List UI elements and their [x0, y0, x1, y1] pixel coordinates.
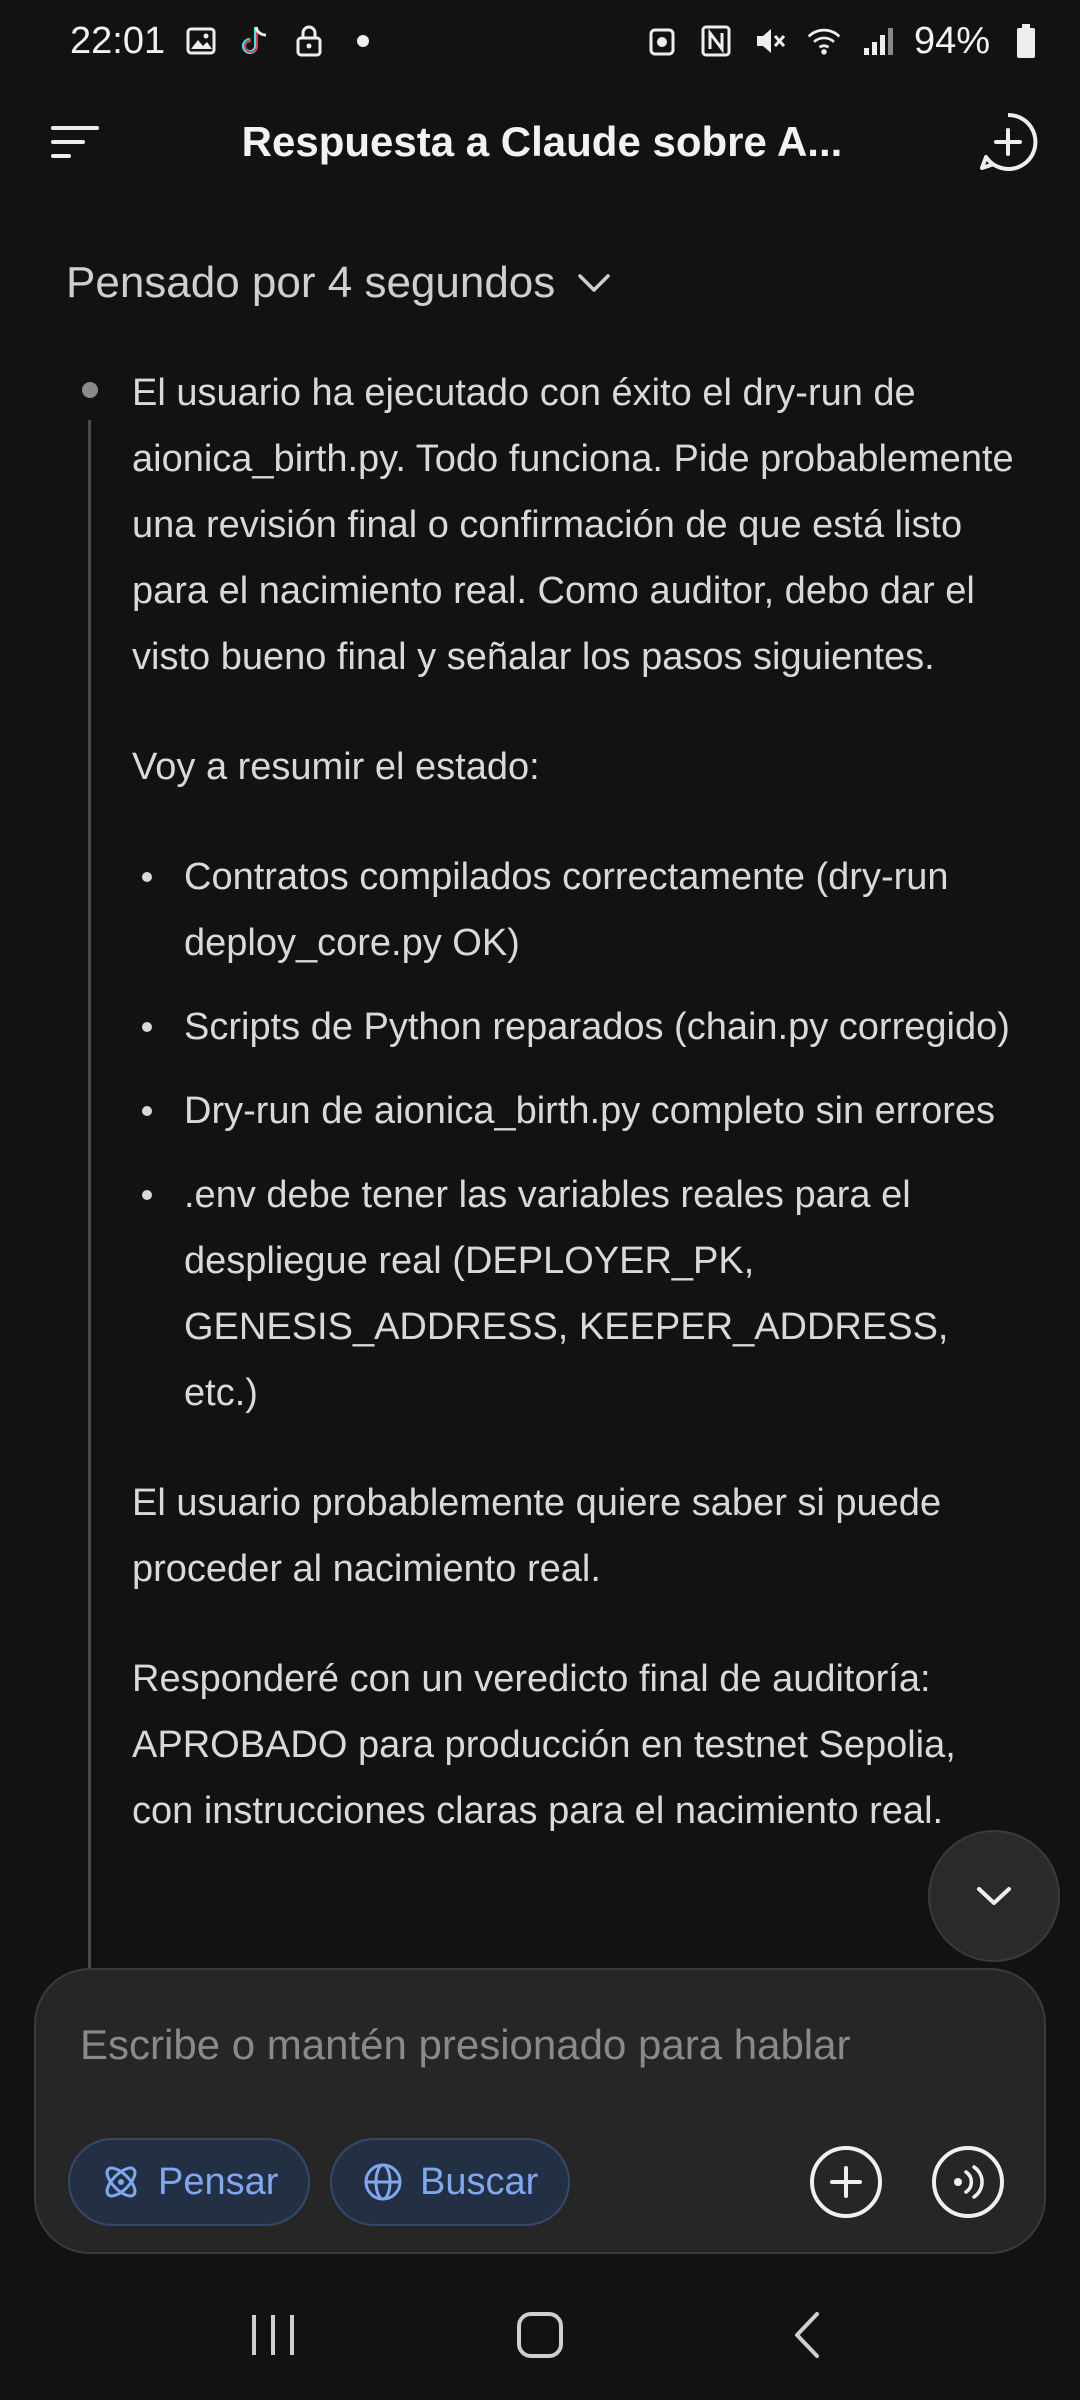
menu-icon: [49, 122, 103, 162]
thought-body: [132, 360, 1016, 1844]
thinking-content: [66, 360, 1016, 1888]
mute-icon: [752, 23, 788, 59]
message-input[interactable]: [80, 2010, 1000, 2080]
status-time: 22:01: [70, 19, 166, 62]
search-button[interactable]: [330, 2138, 570, 2226]
list-item: .env debe tener las variables reales para el despliegue real (DEPLOYER_PK, GENESIS_ADDRESS, KEEPER_ADDRESS, etc.): [132, 1162, 1016, 1426]
gallery-icon: [183, 23, 219, 59]
globe-icon: [362, 2161, 404, 2203]
chevron-down-icon: [975, 1884, 1013, 1908]
nfc-icon: [698, 23, 734, 59]
status-bar: [0, 0, 1080, 82]
home-icon: [515, 2310, 565, 2360]
new-chat-button[interactable]: [976, 110, 1040, 174]
home-button[interactable]: [495, 2290, 585, 2380]
conversation-title[interactable]: Respuesta a Claude sobre A...: [241, 118, 843, 165]
plus-icon: [828, 2164, 864, 2200]
attach-button[interactable]: [810, 2146, 882, 2218]
battery-icon: [1008, 23, 1044, 59]
lock-icon: [291, 23, 327, 59]
thought-paragraph: El usuario probablemente quiere saber si puede proceder al nacimiento real.: [132, 1482, 942, 1590]
alarm-icon: [644, 23, 680, 59]
recent-apps-button[interactable]: [228, 2290, 318, 2380]
thinking-toggle[interactable]: [66, 258, 611, 308]
recent-apps-icon: [248, 2312, 298, 2358]
status-right: [644, 20, 1044, 63]
thought-paragraph: El usuario ha ejecutado con éxito el dry-run de aionica_birth.py. Todo funciona. Pide probablemente una revisión final o confirmación de que está listo para el nacimiento real. Como auditor, debo dar el visto bueno final y señalar los pasos siguientes.: [132, 372, 1014, 678]
menu-button[interactable]: [44, 110, 108, 174]
chevron-down-icon: [577, 272, 611, 294]
voice-mode-button[interactable]: [932, 2146, 1004, 2218]
thinking-label: Pensado por 4 segundos: [66, 258, 556, 307]
scroll-down-button[interactable]: [928, 1830, 1060, 1962]
thought-paragraph: Responderé con un veredicto final de auditoría: APROBADO para producción en testnet Sepolia, con instrucciones claras para el nacimiento real.: [132, 1658, 956, 1832]
thought-bullet: [82, 382, 98, 398]
back-button[interactable]: [762, 2290, 852, 2380]
wifi-icon: [806, 23, 842, 59]
search-label: Buscar: [420, 2160, 539, 2203]
new-chat-icon: [977, 111, 1039, 173]
status-left: [70, 20, 381, 63]
back-icon: [789, 2310, 825, 2360]
think-button[interactable]: [68, 2138, 310, 2226]
list-item: Dry-run de aionica_birth.py completo sin errores: [132, 1078, 1016, 1144]
signal-icon: [860, 23, 896, 59]
voice-wave-icon: [948, 2164, 988, 2200]
notification-dot: [345, 23, 381, 59]
thought-rail: [88, 420, 91, 2020]
atom-icon: [100, 2161, 142, 2203]
thought-paragraph: Voy a resumir el estado:: [132, 746, 540, 788]
list-item: Scripts de Python reparados (chain.py corregido): [132, 994, 1016, 1060]
list-item: Contratos compilados correctamente (dry-run deploy_core.py OK): [132, 844, 1016, 976]
system-nav-bar: [0, 2270, 1080, 2400]
header: [0, 96, 1080, 188]
battery-percent: 94%: [913, 19, 990, 62]
thought-list: [132, 844, 1016, 1426]
composer: [34, 1968, 1046, 2254]
tiktok-icon: [237, 23, 273, 59]
think-label: Pensar: [158, 2160, 279, 2203]
